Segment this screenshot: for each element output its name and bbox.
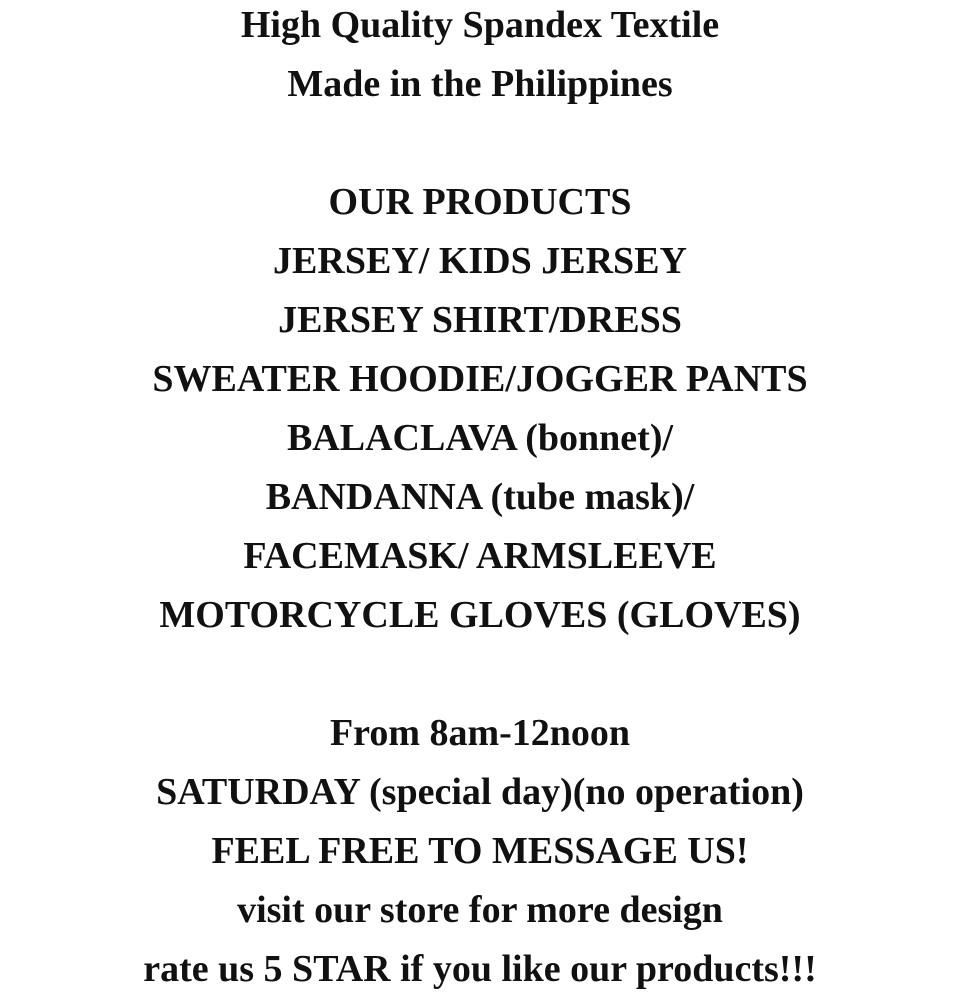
product-item: BANDANNA (tube mask)/: [265, 476, 695, 518]
store-hours: From 8am-12noon: [329, 712, 631, 754]
rate-us-text: rate us 5 STAR if you like our products!!!: [143, 948, 817, 990]
product-item: FACEMASK/ ARMSLEEVE: [243, 535, 717, 577]
product-item: SWEATER HOODIE/JOGGER PANTS: [152, 358, 808, 400]
product-item: MOTORCYCLE GLOVES (GLOVES): [159, 594, 801, 636]
product-item: JERSEY/ KIDS JERSEY: [273, 240, 687, 282]
products-title: OUR PRODUCTS: [328, 181, 632, 223]
heading-line-2: Made in the Philippines: [287, 63, 673, 105]
product-item: JERSEY SHIRT/DRESS: [278, 299, 682, 341]
saturday-notice: SATURDAY (special day)(no operation): [156, 771, 804, 813]
product-item: BALACLAVA (bonnet)/: [286, 417, 674, 459]
heading-line-1: High Quality Spandex Textile: [240, 4, 720, 46]
visit-store-text: visit our store for more design: [237, 889, 723, 931]
message-us-text: FEEL FREE TO MESSAGE US!: [211, 830, 749, 872]
